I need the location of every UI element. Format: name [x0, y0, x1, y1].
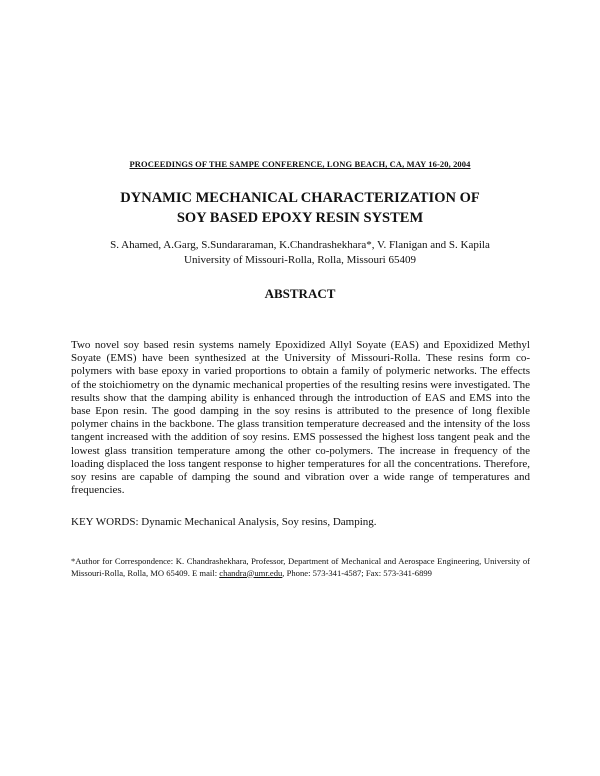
footnote-text-before-email: *Author for Correspondence: K. Chandrashekhara, Professor, Department of Mechanical and Aerospace Engineering, University of Missouri-Rolla, Rolla, MO 65409. E mail: — [71, 556, 530, 578]
footnote-text-after-email: , Phone: 573-341-4587; Fax: 573-341-6899 — [282, 567, 432, 578]
author-block — [0, 238, 600, 268]
keywords: KEY WORDS: Dynamic Mechanical Analysis, Soy resins, Damping. — [71, 516, 377, 528]
paper-title-line-1: DYNAMIC MECHANICAL CHARACTERIZATION OF — [120, 190, 480, 206]
author-names: S. Ahamed, A.Garg, S.Sundararaman, K.Chandrashekhara*, V. Flanigan and S. Kapila — [110, 239, 490, 251]
correspondence-footnote — [71, 556, 530, 579]
email-link[interactable]: chandra@umr.edu — [219, 567, 283, 578]
abstract-body: Two novel soy based resin systems namely Epoxidized Allyl Soyate (EAS) and Epoxidized Methyl Soyate (EMS) have been synthesized at the University of Missouri-Rolla. These resins form co-polymers with base epoxy in varied proportions to obtain a family of polymeric networks. The effects of the stoichiometry on the dynamic mechanical properties of the resulting resins were investigated. The results show that the damping ability is enhanced through the introduction of EAS and EMS into the base Epon resin. The good damping in the soy resins is attributed to the presence of long flexible polymer chains in the backbone. The glass transition temperature decreased and the intensity of the loss tangent increased with the addition of soy resins. EMS possessed the highest loss tangent peak and the lowest glass transition temperature among the other co-polymers. The increase in frequency of the loading displaced the loss tangent response to higher temperatures for all the concentrations. Therefore, soy resins are capable of damping the sound and vibration over a wide range of temperatures and frequencies. — [71, 339, 530, 497]
author-affiliation: University of Missouri-Rolla, Rolla, Missouri 65409 — [184, 254, 416, 266]
paper-title-line-2: SOY BASED EPOXY RESIN SYSTEM — [176, 210, 424, 226]
abstract-heading: ABSTRACT — [264, 286, 336, 301]
paper-title — [0, 188, 600, 228]
proceedings-header: PROCEEDINGS OF THE SAMPE CONFERENCE, LONG BEACH, CA, MAY 16-20, 2004 — [129, 159, 471, 169]
